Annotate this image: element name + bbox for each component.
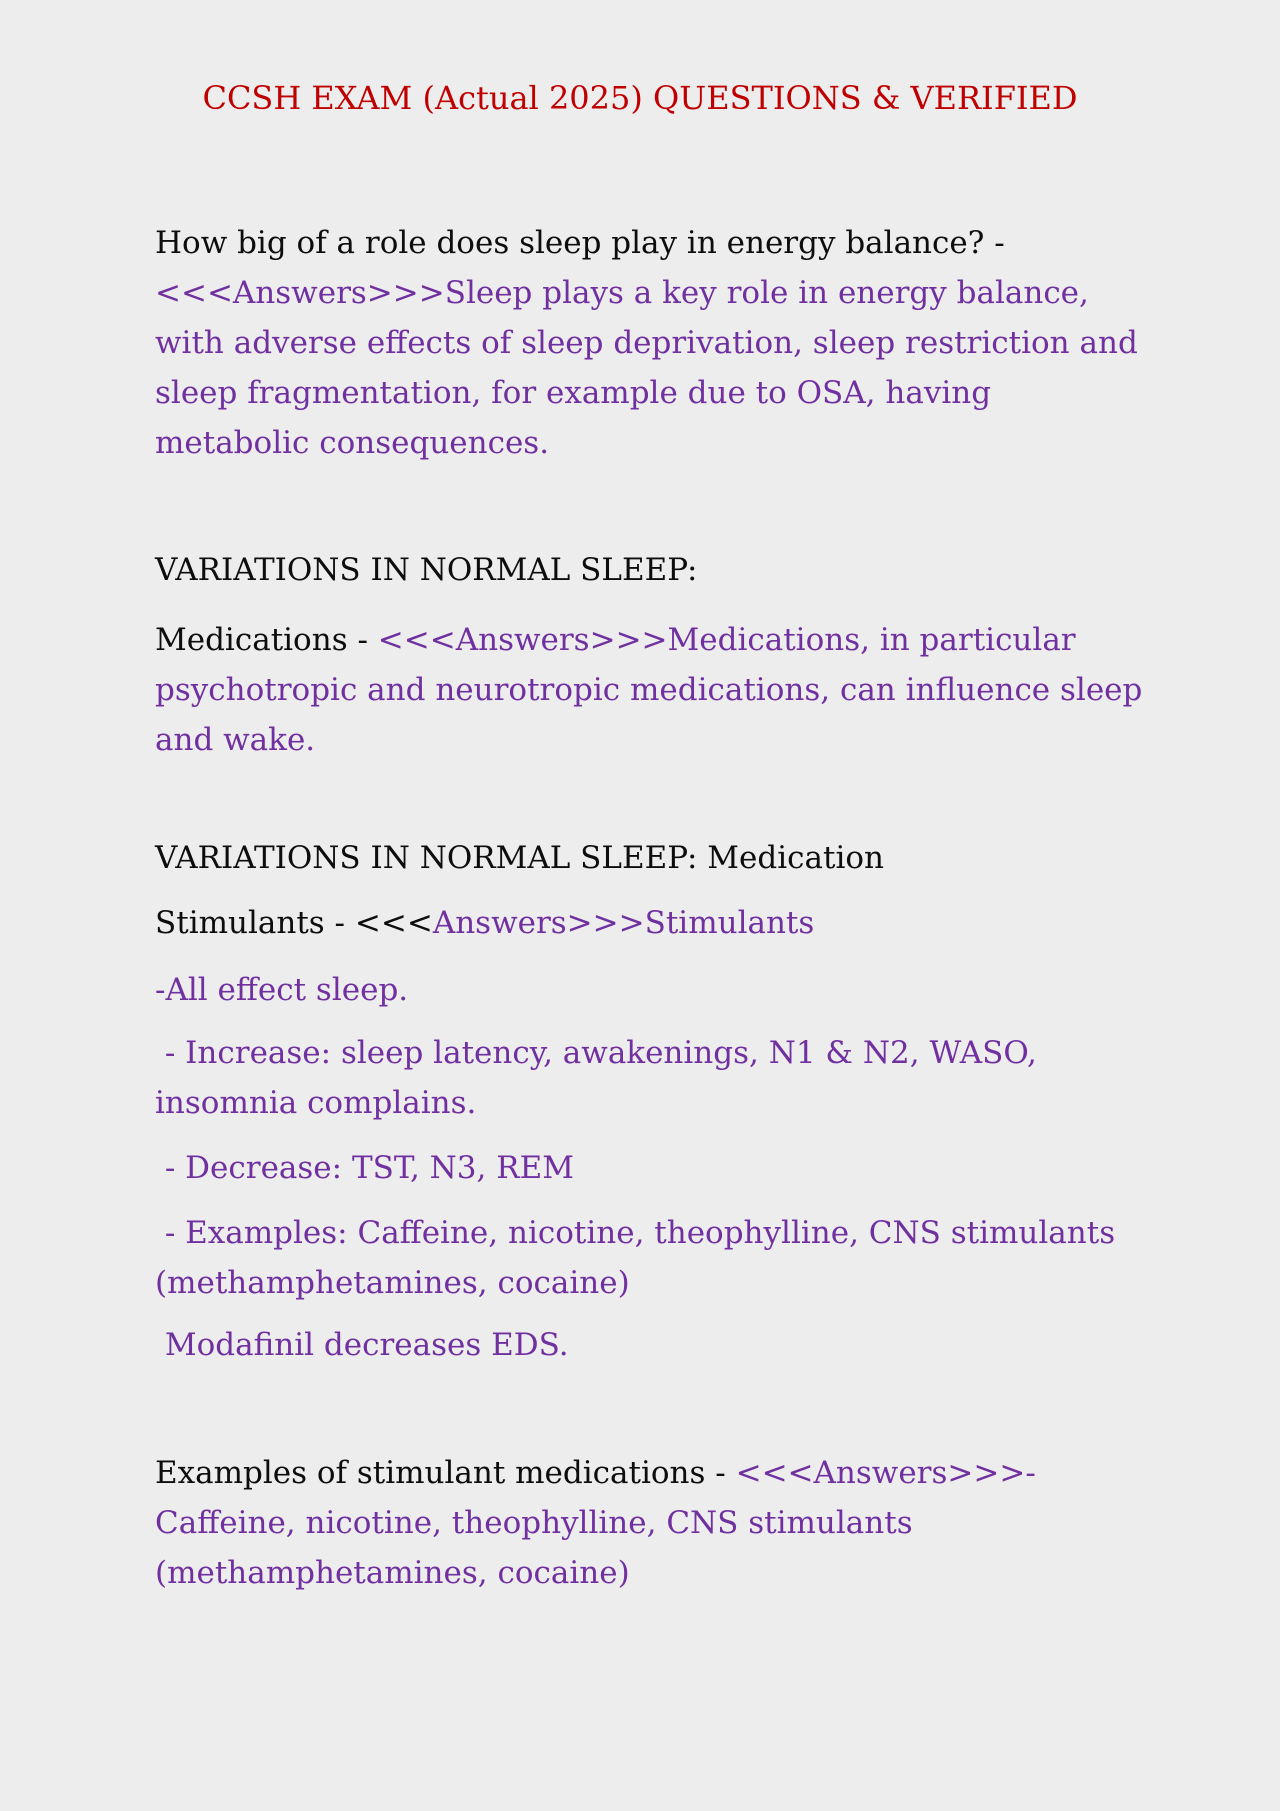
- answer-text: Caffeine, nicotine, theophylline, CNS stimulants: [155, 1505, 913, 1541]
- text-line: [155, 665, 1180, 715]
- question-text: VARIATIONS IN NORMAL SLEEP: Medication: [155, 840, 884, 876]
- answer-text: with adverse effects of sleep deprivation, sleep restriction and: [155, 325, 1138, 361]
- document-body: [0, 218, 1280, 1598]
- answer-text: Answers>>>Stimulants: [432, 905, 815, 941]
- text-line: [155, 268, 1180, 318]
- note-decrease: [155, 1143, 1180, 1193]
- question-text: Stimulants - <<<: [155, 905, 433, 941]
- answer-text: sleep fragmentation, for example due to OSA, having: [155, 375, 992, 411]
- text-line: [155, 418, 1180, 468]
- text-line: [155, 1448, 1180, 1498]
- qa-block-energy-balance: [155, 218, 1180, 468]
- question-text: Examples of stimulant medications -: [155, 1455, 736, 1491]
- answer-text: (methamphetamines, cocaine): [155, 1265, 630, 1301]
- text-line: [155, 1320, 1180, 1370]
- qa-block-medications: [155, 615, 1180, 765]
- answer-text: - Increase: sleep latency, awakenings, N1 & N2, WASO,: [155, 1035, 1037, 1071]
- heading-variations-normal-sleep: [155, 545, 1180, 595]
- answer-text: <<<Answers>>>Medications, in particular: [377, 622, 1076, 658]
- note-examples: [155, 1208, 1180, 1308]
- qa-block-stimulants: [155, 898, 1180, 948]
- text-line: [155, 1143, 1180, 1193]
- question-text: How big of a role does sleep play in energy balance? -: [155, 225, 1005, 261]
- text-line: [155, 615, 1180, 665]
- answer-text: <<<Answers>>>-: [735, 1455, 1036, 1491]
- text-line: [155, 898, 1180, 948]
- text-line: [155, 318, 1180, 368]
- text-line: [155, 1208, 1180, 1258]
- answer-text: - Decrease: TST, N3, REM: [155, 1150, 574, 1186]
- text-line: [155, 715, 1180, 765]
- answer-text: and wake.: [155, 722, 316, 758]
- note-increase: [155, 1028, 1180, 1128]
- answer-text: insomnia complains.: [155, 1085, 477, 1121]
- question-text: Medications -: [155, 622, 378, 658]
- text-line: [155, 1498, 1180, 1548]
- answer-text: Modafinil decreases EDS.: [155, 1327, 569, 1363]
- answer-text: psychotropic and neurotropic medications, can influence sleep: [155, 672, 1143, 708]
- answer-text: metabolic consequences.: [155, 425, 550, 461]
- text-line: [155, 1028, 1180, 1078]
- text-line: [155, 1078, 1180, 1128]
- note-all-effect-sleep: [155, 965, 1180, 1015]
- question-text: VARIATIONS IN NORMAL SLEEP:: [155, 552, 698, 588]
- text-line: [155, 1258, 1180, 1308]
- answer-text: -All effect sleep.: [155, 972, 409, 1008]
- text-line: [155, 368, 1180, 418]
- text-line: [155, 1548, 1180, 1598]
- text-line: [155, 545, 1180, 595]
- qa-block-stimulant-examples: [155, 1448, 1180, 1598]
- note-modafinil: [155, 1320, 1180, 1370]
- answer-text: (methamphetamines, cocaine): [155, 1555, 630, 1591]
- text-line: [155, 965, 1180, 1015]
- heading-variations-medication: [155, 833, 1180, 883]
- answer-text: <<<Answers>>>Sleep plays a key role in energy balance,: [155, 275, 1089, 311]
- answer-text: - Examples: Caffeine, nicotine, theophylline, CNS stimulants: [155, 1215, 1116, 1251]
- text-line: [155, 833, 1180, 883]
- text-line: [155, 218, 1180, 268]
- document-title: CCSH EXAM (Actual 2025) QUESTIONS & VERIFIED: [202, 79, 1078, 117]
